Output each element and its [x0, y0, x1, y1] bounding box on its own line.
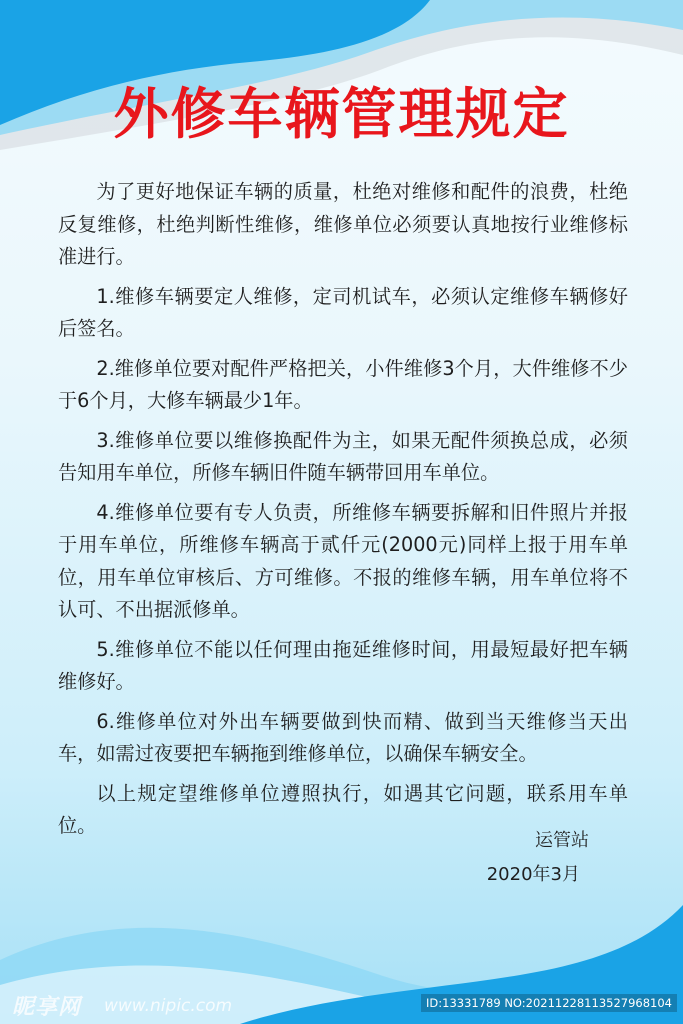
rule-2: 2.维修单位要对配件严格把关，小件维修3个月，大件维修不少于6个月，大修车辆最少1年。 [58, 356, 628, 412]
watermark-logo: 昵享网 [12, 995, 82, 1020]
rule-6: 6.维修单位对外出车辆要做到快而精、做到当天维修当天出车，如需过夜要把车辆拖到维修单位，以确保车辆安全。 [58, 709, 628, 765]
watermark-url: www.nipic.com [104, 996, 233, 1016]
intro-paragraph: 为了更好地保证车辆的质量，杜绝对维修和配件的浪费，杜绝反复维修，杜绝判断性维修，维修单位必须要认真地按行业维修标准进行。 [58, 180, 628, 268]
rule-4: 4.维修单位要有专人负责，所维修车辆要拆解和旧件照片并报于用车单位，所维修车辆高于贰仟元(2000元)同样上报于用车单位，用车单位审核后、方可维修。不报的维修车辆，用车单位将不认可、不出据派修单。 [58, 500, 628, 621]
rule-3: 3.维修单位要以维修换配件为主，如果无配件须换总成，必须告知用车单位，所修车辆旧件随车辆带回用车单位。 [58, 428, 628, 484]
signature-org: 运管站 [535, 830, 589, 851]
watermark-id: ID:13331789 NO:20211228113527968104 [421, 994, 677, 1012]
rule-1: 1.维修车辆要定人维修，定司机试车，必须认定维修车辆修好后签名。 [58, 284, 628, 340]
closing-paragraph: 以上规定望维修单位遵照执行，如遇其它问题，联系用车单位。 [58, 781, 628, 837]
page-title: 外修车辆管理规定 [113, 82, 570, 146]
regulation-body [58, 176, 628, 850]
rule-5: 5.维修单位不能以任何理由拖延维修时间，用最短最好把车辆维修好。 [58, 637, 628, 693]
signature-date: 2020年3月 [486, 864, 580, 885]
